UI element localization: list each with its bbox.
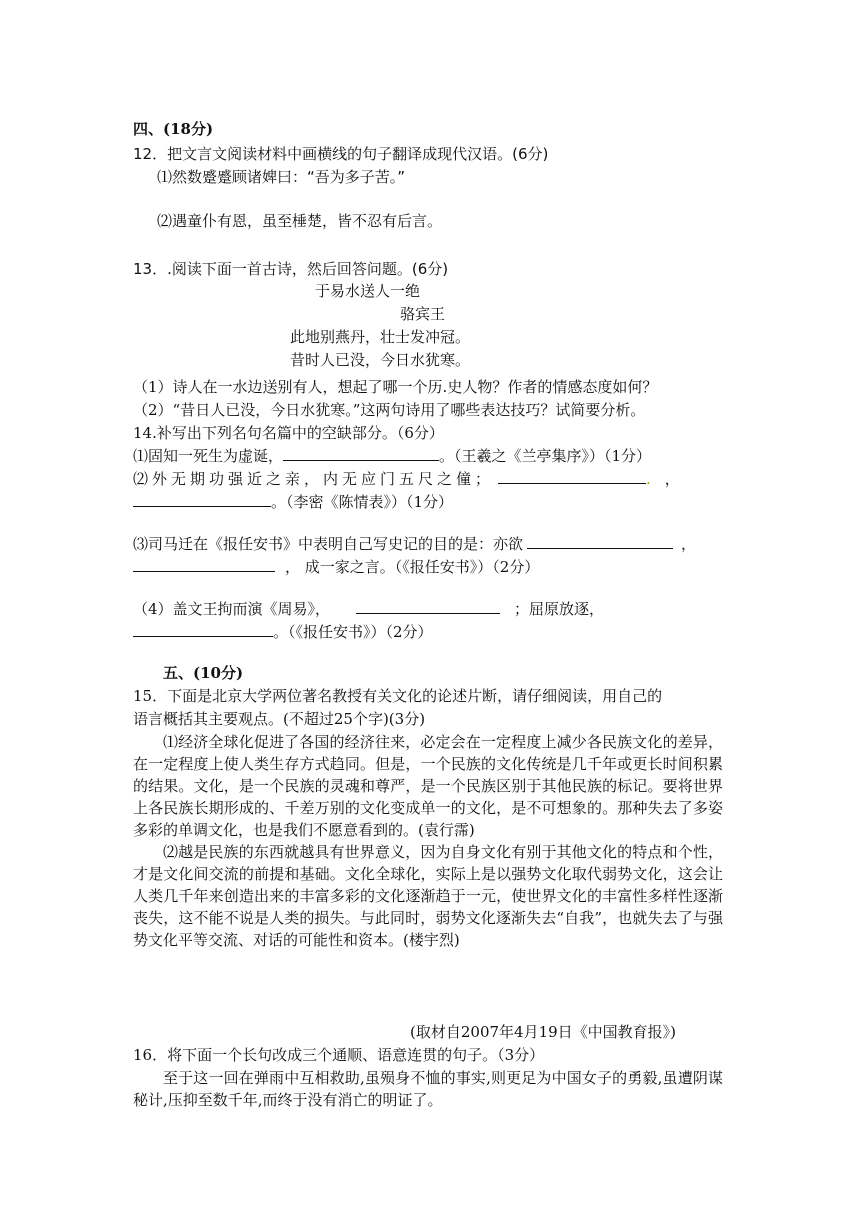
q14-item-3-post: ， 成一家之言。（《报任安书》）（2分） xyxy=(285,558,540,576)
q15-stem-line-2: 语言概括其主要观点。(不超过25个字)(3分) xyxy=(133,710,426,728)
q14-item-4-pre: （4）盖文王拘而演《周易》， xyxy=(133,600,331,618)
q14-item-1-pre: ⑴固知一死生为虚诞， xyxy=(133,447,284,465)
q12-sentence-1: ⑴然数蹙蹙顾诸婢曰：“吾为多子苦。” xyxy=(157,168,406,186)
q13-sub-2: （2）“昔日人已没，今日水犹寒。”这两句诗用了哪些表达技巧？试简要分析。 xyxy=(133,401,646,419)
q13-stem: 13．.阅读下面一首古诗，然后回答问题。(6分) xyxy=(133,260,449,278)
q15-paragraph-1: ⑴经济全球化促进了各国的经济往来，必定会在一定程度上减少各民族文化的差异，在一定程度上使人类生存方式趋同。但是，一个民族的文化传统是几千年或更长时间积累的结果。文化，是一个民族的灵魂和尊严，是一个民族区别于其他民族的标记。要将世界上各民族长期形成的、千差万别的文化变成单一的文化，是不可想象的。那种失去了多姿多彩的单调文化，也是我们不愿意看到的。(袁行霈) xyxy=(133,733,723,839)
answer-blank[interactable] xyxy=(133,622,273,637)
q14-stem: 14.补写出下列名句名篇中的空缺部分。（6分） xyxy=(133,424,444,442)
q15-paragraph-2: ⑵越是民族的东西就越具有世界意义，因为自身文化有别于其他文化的特点和个性，才是文化间交流的前提和基础。文化全球化，实际上是以强势文化取代弱势文化，这会让人类几千年来创造出来的丰富多彩的文化逐渐趋于一元，使世界文化的丰富性多样性逐渐丧失，这不能不说是人类的损失。与此同时，弱势文化逐渐失去“自我”，也就失去了与强势文化平等交流、对话的可能性和资本。(楼宇烈) xyxy=(133,843,723,949)
q14-item-4-cont xyxy=(133,621,433,643)
section-4-title: 四、(18分) xyxy=(133,120,214,138)
answer-blank[interactable] xyxy=(498,469,646,484)
poem-author: 骆宾王 xyxy=(400,305,446,323)
poem-line-2: 昔时人已没，今日水犹寒。 xyxy=(290,351,471,369)
q16-stem: 16．将下面一个长句改成三个通顺、语意连贯的句子。（3分） xyxy=(133,1046,545,1064)
section-5-title: 五、(10分) xyxy=(163,664,244,682)
source-citation: (取材自2007年4月19日《中国教育报》) xyxy=(410,1023,677,1041)
q14-item-2-pre: ⑵外无期功强近之亲，内无应门五尺之僮； xyxy=(133,470,495,488)
q14-item-2 xyxy=(133,468,680,490)
q14-item-2-cont xyxy=(133,491,453,513)
q14-item-1 xyxy=(133,445,651,467)
q12-sentence-2: ⑵遇童仆有恩，虽至棰楚，皆不忍有后言。 xyxy=(157,212,443,230)
answer-blank[interactable] xyxy=(283,446,439,461)
q14-item-3-comma: ， xyxy=(681,535,697,553)
green-dot-mark: . xyxy=(646,470,651,488)
q14-item-3-cont xyxy=(133,556,539,578)
q14-item-4-post: 。（《报任安书》）（2分） xyxy=(273,623,433,641)
q14-item-4 xyxy=(133,598,604,620)
poem-title: 于易水送人一绝 xyxy=(315,282,421,300)
q14-item-4-mid: ；屈原放逐， xyxy=(514,600,605,618)
q14-item-2-post: 。（李密《陈情表》）（1分） xyxy=(271,493,454,511)
answer-blank[interactable] xyxy=(133,557,275,572)
q12-stem: 12．把文言文阅读材料中画横线的句子翻译成现代汉语。(6分) xyxy=(133,145,549,163)
answer-blank[interactable] xyxy=(527,534,673,549)
q14-item-3 xyxy=(133,533,696,555)
q14-item-2-comma: ， xyxy=(664,470,680,488)
q13-sub-1: （1）诗人在一水边送别有人，想起了哪一个历.史人物？作者的情感态度如何？ xyxy=(133,378,658,396)
q16-text: 至于这一回在弹雨中互相救助,虽殒身不恤的事实,则更足为中国女子的勇毅,虽遭阴谋秘计,压抑至数千年,而终于没有消亡的明证了。 xyxy=(133,1069,723,1109)
q14-item-1-post: 。（王羲之《兰亭集序》）（1分） xyxy=(439,447,652,465)
poem-line-1: 此地别燕丹，壮士发冲冠。 xyxy=(290,328,471,346)
q15-stem-line-1: 15．下面是北京大学两位著名教授有关文化的论述片断，请仔细阅读，用自己的 xyxy=(133,687,663,705)
answer-blank[interactable] xyxy=(356,599,500,614)
answer-blank[interactable] xyxy=(133,492,271,507)
q14-item-3-pre: ⑶司马迁在《报任安书》中表明自己写史记的目的是：亦欲 xyxy=(133,535,524,553)
